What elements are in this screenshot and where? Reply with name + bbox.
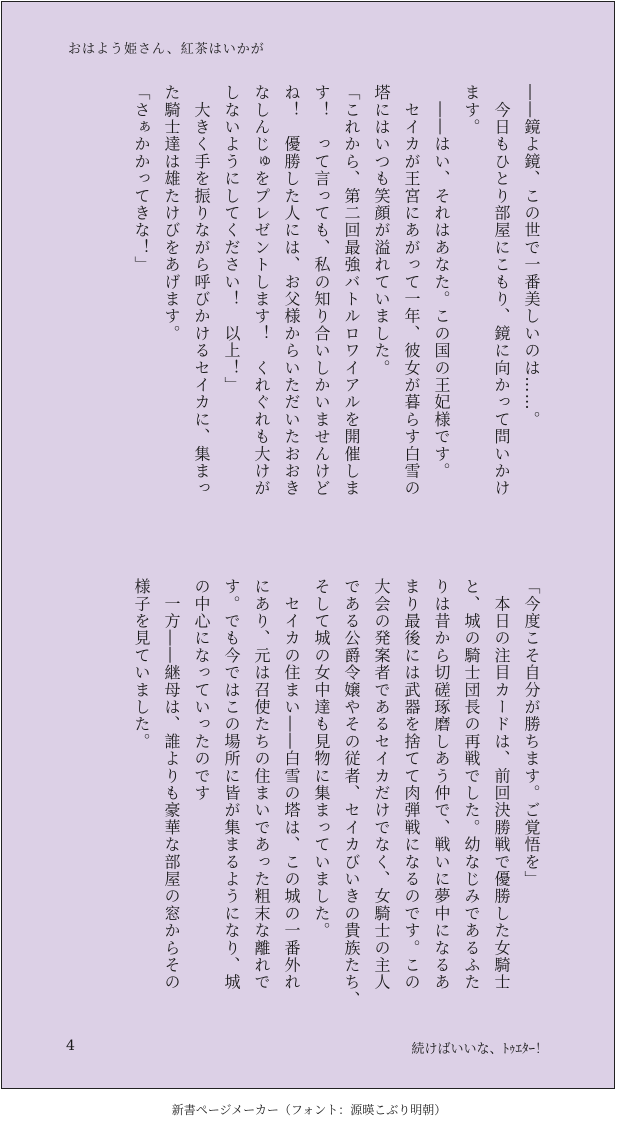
text-line: ます。 <box>462 84 481 136</box>
text-line: 「さぁかかってきな！」 <box>132 84 151 274</box>
page-header-title: おはよう姫さん、紅茶はいかが <box>68 42 265 57</box>
text-line: である公爵令嬢やその従者、セイカびいきの貴族たち、 <box>342 578 361 1008</box>
text-line: 塔にはいつも笑顔が溢れていました。 <box>372 84 391 377</box>
text-line: と、城の騎士団長の再戦でした。幼なじみであるふた <box>462 578 481 991</box>
text-line: しないようにしてください！ 以上！」 <box>222 84 241 394</box>
text-line: りは昔から切磋琢磨しあう仲で、戦いに夢中になるあ <box>432 578 451 991</box>
text-line: 本日の注目カードは、前回決勝戦で優勝した女騎士 <box>492 578 511 991</box>
text-line: ――はい、それはあなた。この国の王妃様です。 <box>432 84 451 480</box>
text-line: にあり、元は召使たちの住まいであった粗末な離れで <box>252 578 271 991</box>
text-line: そして城の女中達も見物に集まっていました。 <box>312 578 331 940</box>
text-line: 大きく手を振りながら呼びかけるセイカに、集まっ <box>192 84 211 497</box>
page-number: 4 <box>66 1038 75 1054</box>
text-line: す。でも今ではこの場所に皆が集まるようになり、城 <box>222 578 241 991</box>
text-line: た騎士達は雄たけびをあげます。 <box>162 84 181 342</box>
text-line: セイカの住まい――白雪の塔は、この城の一番外れ <box>282 578 301 991</box>
text-line: 「今度こそ自分が勝ちます。ご覚悟を」 <box>522 578 541 888</box>
text-line: なしんじゅをプレゼントします！ くれぐれも大けが <box>252 84 271 497</box>
text-line: 大会の発案者であるセイカだけでなく、女騎士の主人 <box>372 578 391 991</box>
text-line: 一方――継母は、誰よりも豪華な部屋の窓からその <box>162 578 181 991</box>
text-line: 「これから、第二回最強バトルロワイアルを開催しま <box>342 84 361 497</box>
generator-credit: 新書ページメーカー（フォント：源暎こぶり明朝） <box>171 1103 447 1117</box>
text-line: セイカが王宮にあがって一年、彼女が暮らす白雪の <box>402 84 421 497</box>
text-line: ね！ 優勝した人には、お父様からいただいたおおき <box>282 84 301 497</box>
top-text-block <box>126 84 546 544</box>
book-page <box>1 1 615 1089</box>
text-line: す！ って言っても、私の知り合いしかいませんけど <box>312 84 331 497</box>
text-line: ――鏡よ鏡、この世で一番美しいのは……。 <box>522 84 541 428</box>
text-line: の中心になっていったのです <box>192 578 211 802</box>
text-line: 今日もひとり部屋にこもり、鏡に向かって問いかけ <box>492 84 511 497</box>
running-footer-title: 続けばいいな、ﾄｩｴﾀｰ！ <box>411 1042 548 1057</box>
bottom-text-block <box>126 578 546 1016</box>
text-line: まり最後には武器を捨てて肉弾戦になるのです。この <box>402 578 421 991</box>
text-line: 様子を見ていました。 <box>132 578 151 750</box>
